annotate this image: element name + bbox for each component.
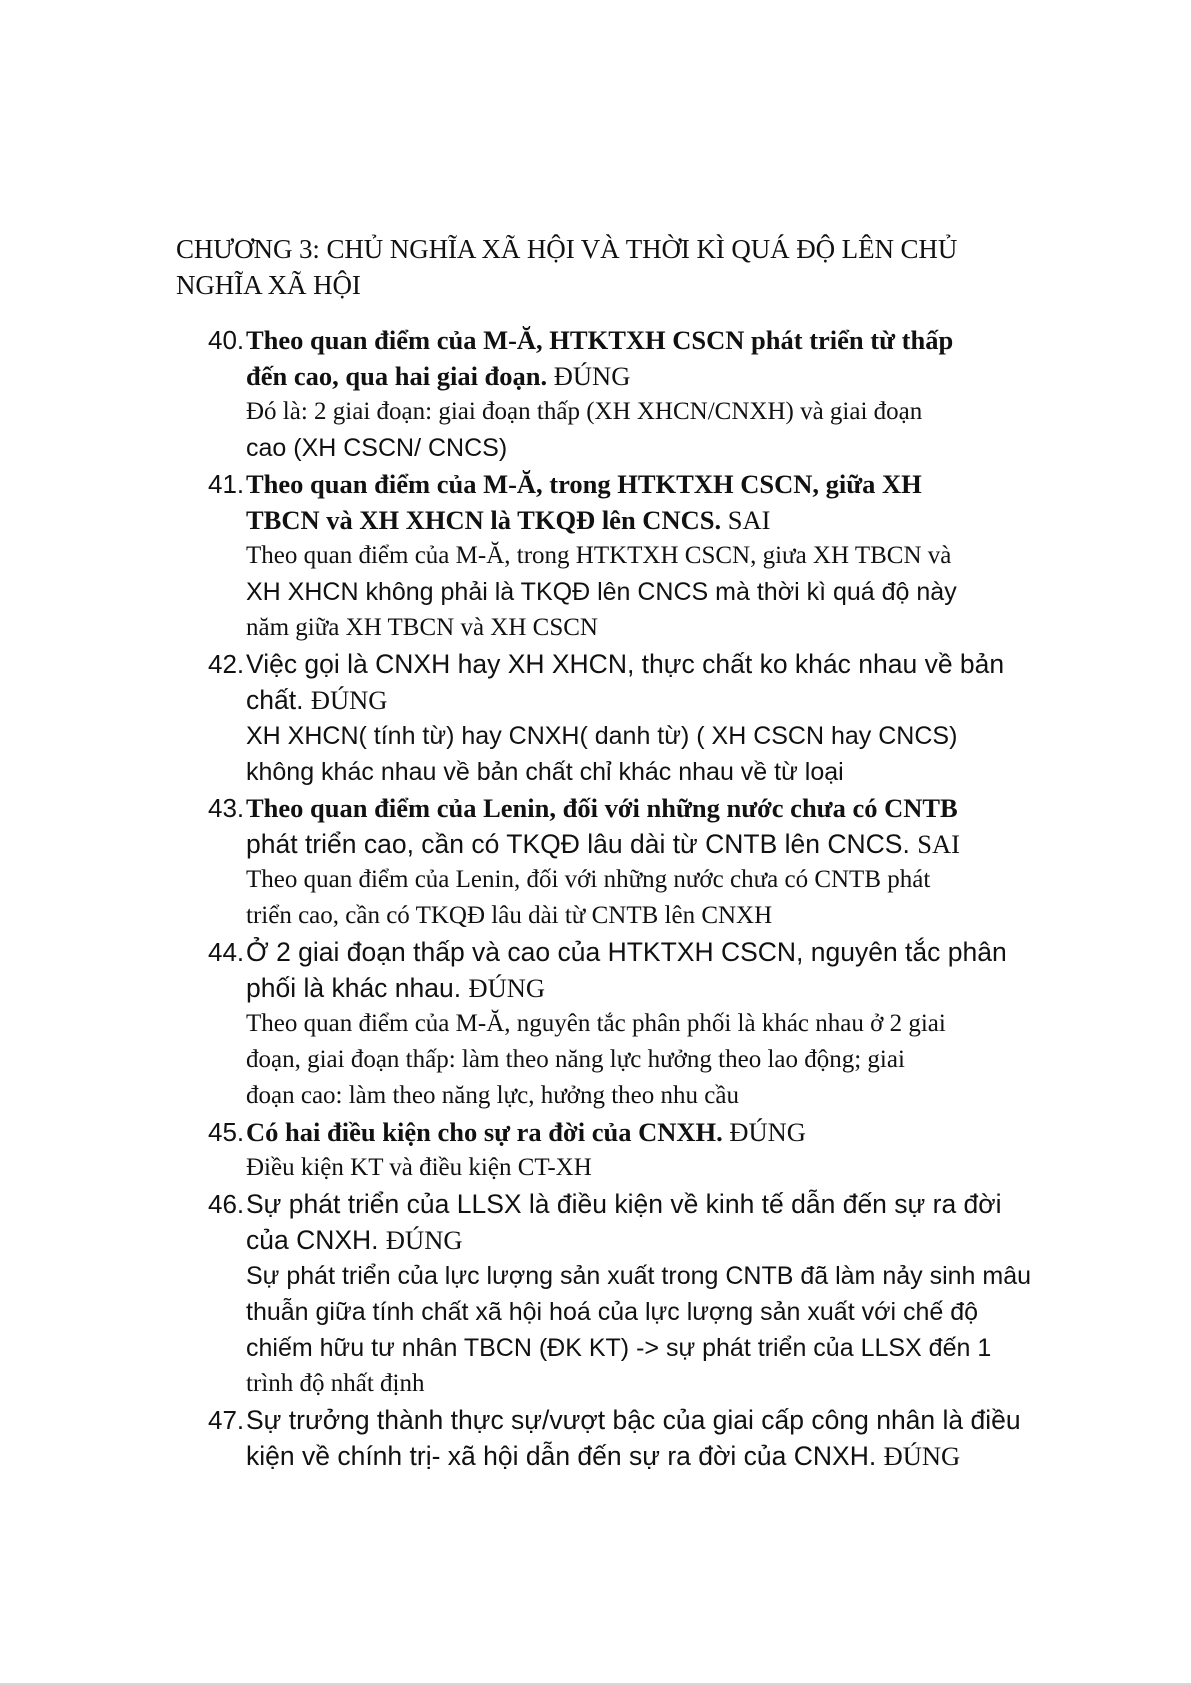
verdict-label: ĐÚNG	[468, 973, 546, 1003]
verdict-label: ĐÚNG	[385, 1225, 463, 1255]
verdict-label: ĐÚNG	[729, 1117, 806, 1147]
question-47	[208, 1402, 1098, 1474]
verdict-label: SAI	[727, 505, 771, 535]
answer-line: đoạn, giai đoạn thấp: làm theo năng lực hưởng theo lao động; giai	[246, 1046, 905, 1073]
answer-line: Theo quan điểm của Lenin, đối với những nước chưa có CNTB phát	[246, 866, 931, 893]
question-text-line: kiện về chính trị- xã hội dẫn đến sự ra đời của CNXH. ĐÚNG	[246, 1441, 961, 1471]
answer-line: triển cao, cần có TKQĐ lâu dài từ CNTB lên CNXH	[246, 902, 773, 929]
verdict-label: ĐÚNG	[883, 1441, 961, 1471]
question-42	[208, 646, 1098, 790]
question-text-line: Việc gọi là CNXH hay XH XHCN, thực chất ko khác nhau về bản	[246, 649, 1005, 679]
question-text-line: phối là khác nhau. ĐÚNG	[246, 973, 546, 1003]
question-41	[208, 466, 1098, 646]
answer-line: Sự phát triển của lực lượng sản xuất trong CNTB đã làm nảy sinh mâu	[246, 1262, 1032, 1290]
question-number: 42.	[208, 649, 245, 679]
question-text-line: Sự trưởng thành thực sự/vượt bậc của giai cấp công nhân là điều	[246, 1405, 1021, 1435]
question-text-line: Theo quan điểm của Lenin, đối với những nước chưa có CNTB	[246, 793, 958, 823]
question-text-line: chất. ĐÚNG	[246, 685, 388, 715]
answer-line: đoạn cao: làm theo năng lực, hưởng theo nhu cầu	[246, 1082, 739, 1109]
answer-line: XH XHCN( tính từ) hay CNXH( danh từ) ( XH CSCN hay CNCS)	[246, 722, 958, 750]
question-number: 43.	[208, 793, 245, 823]
verdict-label: ĐÚNG	[553, 361, 631, 391]
question-list	[208, 322, 1098, 1474]
question-text-line: Có hai điều kiện cho sự ra đời của CNXH. ĐÚNG	[246, 1117, 806, 1147]
answer-line: Theo quan điểm của M-Ă, nguyên tắc phân phối là khác nhau ở 2 giai	[246, 1010, 946, 1037]
answer-line: thuẫn giữa tính chất xã hội hoá của lực lượng sản xuất với chế độ	[246, 1298, 979, 1326]
chapter-title-line-1: CHƯƠNG 3: CHỦ NGHĨA XÃ HỘI VÀ THỜI KÌ QUÁ ĐỘ LÊN CHỦ	[176, 234, 958, 264]
answer-line: trình độ nhất định	[246, 1370, 425, 1397]
question-44	[208, 934, 1098, 1114]
answer-line: năm giữa XH TBCN và XH CSCN	[246, 614, 598, 641]
question-number: 47.	[208, 1405, 245, 1435]
question-45	[208, 1114, 1098, 1186]
verdict-label: ĐÚNG	[310, 685, 388, 715]
question-text-line: Ở 2 giai đoạn thấp và cao của HTKTXH CSCN, nguyên tắc phân	[246, 937, 1007, 967]
chapter-title	[176, 231, 1036, 303]
question-text-line: đến cao, qua hai giai đoạn. ĐÚNG	[246, 361, 631, 391]
question-text-line: Sự phát triển của LLSX là điều kiện về kinh tế dẫn đến sự ra đời	[246, 1189, 1002, 1219]
question-number: 44.	[208, 937, 245, 967]
question-text-line: Theo quan điểm của M-Ă, HTKTXH CSCN phát triển từ thấp	[246, 325, 954, 355]
question-number: 41.	[208, 469, 245, 499]
answer-line: Điều kiện KT và điều kiện CT-XH	[246, 1154, 592, 1181]
question-number: 46.	[208, 1189, 245, 1219]
question-number: 45.	[208, 1117, 245, 1147]
chapter-title-line-2: NGHĨA XÃ HỘI	[176, 270, 361, 300]
answer-line: XH XHCN không phải là TKQĐ lên CNCS mà thời kì quá độ này	[246, 578, 957, 606]
question-text-line: phát triển cao, cần có TKQĐ lâu dài từ CNTB lên CNCS. SAI	[246, 829, 960, 859]
question-text-line: của CNXH. ĐÚNG	[246, 1225, 463, 1255]
question-text-line: Theo quan điểm của M-Ă, trong HTKTXH CSCN, giữa XH	[246, 469, 922, 499]
answer-line: chiếm hữu tư nhân TBCN (ĐK KT) -> sự phát triển của LLSX đến 1	[246, 1334, 992, 1362]
answer-line: Theo quan điểm của M-Ă, trong HTKTXH CSCN, giưa XH TBCN và	[246, 542, 952, 569]
verdict-label: SAI	[917, 829, 960, 859]
question-46	[208, 1186, 1098, 1402]
answer-line: cao (XH CSCN/ CNCS)	[246, 434, 508, 462]
answer-line: Đó là: 2 giai đoạn: giai đoạn thấp (XH XHCN/CNXH) và giai đoạn	[246, 398, 923, 425]
question-text-line: TBCN và XH XHCN là TKQĐ lên CNCS. SAI	[246, 505, 771, 535]
question-40	[208, 322, 1098, 466]
answer-line: không khác nhau về bản chất chỉ khác nhau về từ loại	[246, 758, 844, 786]
question-number: 40.	[208, 325, 245, 355]
question-43	[208, 790, 1098, 934]
